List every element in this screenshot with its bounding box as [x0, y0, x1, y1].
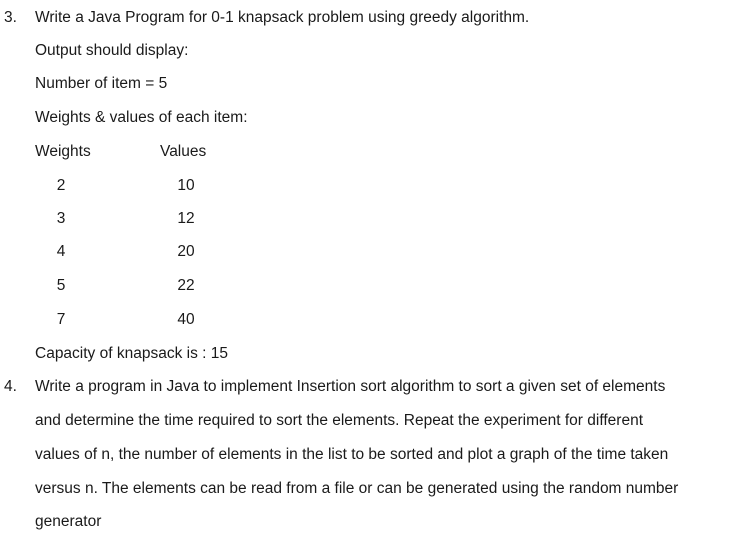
table-cell-value: 12: [177, 210, 195, 227]
question-4-line: versus n. The elements can be read from a file or can be generated using the random number: [35, 480, 679, 497]
item-count-line: Number of item = 5: [35, 75, 168, 92]
question-4-line: and determine the time required to sort the elements. Repeat the experiment for different: [35, 412, 643, 429]
table-header-weights: Weights: [35, 143, 91, 160]
question-3-title: Write a Java Program for 0-1 knapsack problem using greedy algorithm.: [35, 9, 530, 26]
table-cell-value: 10: [177, 177, 195, 194]
capacity-line: Capacity of knapsack is : 15: [35, 345, 228, 362]
table-header-values: Values: [160, 143, 207, 160]
question-3-number: 3.: [4, 9, 17, 26]
table-cell-weight: 4: [56, 243, 66, 260]
table-cell-weight: 2: [56, 177, 66, 194]
table-cell-weight: 5: [56, 277, 66, 294]
output-heading: Output should display:: [35, 42, 189, 59]
question-4-line: values of n, the number of elements in the list to be sorted and plot a graph of the time taken: [35, 446, 669, 463]
table-cell-weight: 3: [56, 210, 66, 227]
table-cell-value: 22: [177, 277, 195, 294]
question-4-line: generator: [35, 513, 102, 530]
weights-values-heading: Weights & values of each item:: [35, 109, 248, 126]
table-cell-value: 20: [177, 243, 195, 260]
question-4-line: Write a program in Java to implement Insertion sort algorithm to sort a given set of elements: [35, 378, 666, 395]
table-cell-value: 40: [177, 311, 195, 328]
question-4-number: 4.: [4, 378, 17, 395]
table-cell-weight: 7: [56, 311, 66, 328]
